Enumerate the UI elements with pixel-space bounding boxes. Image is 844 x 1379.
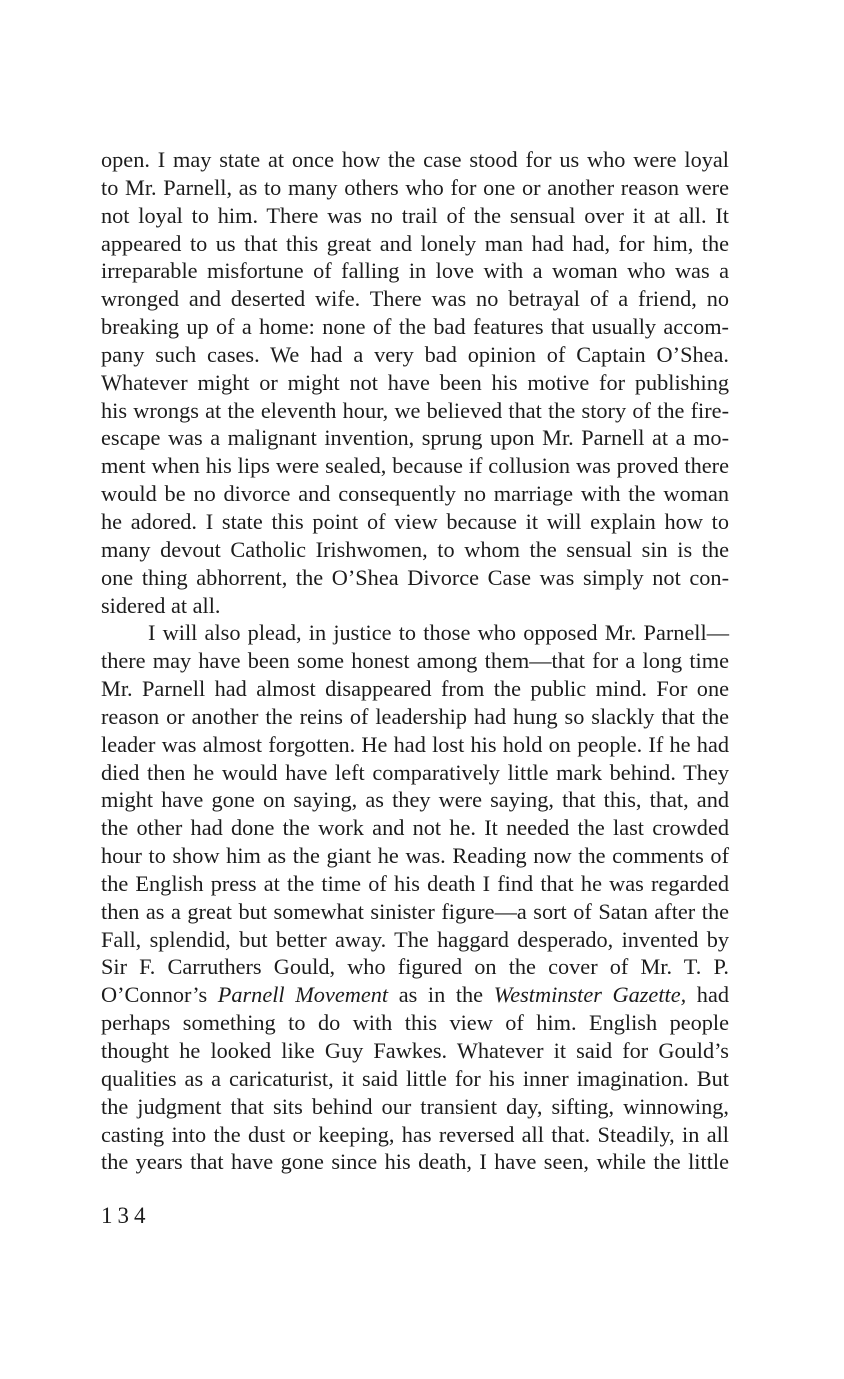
text-line: the English press at the time of his death I find that he was regarded (101, 870, 729, 896)
text-line: he adored. I state this point of view because it will explain how to (101, 508, 729, 534)
text-segment: had (686, 982, 729, 1008)
text-segment: O’Connor’s (101, 982, 218, 1008)
text-line: might have gone on saying, as they were saying, that this, that, and (101, 787, 729, 813)
text-line: his wrongs at the eleventh hour, we believed that the story of the fire- (101, 397, 729, 423)
paragraph (101, 619, 729, 1176)
text-line: ment when his lips were sealed, because if collusion was proved there (101, 453, 729, 479)
paragraph (101, 146, 729, 619)
text-line: would be no divorce and consequently no marriage with the woman (101, 481, 729, 507)
text-line: then as a great but somewhat sinister figure—a sort of Satan after the (101, 898, 729, 924)
text-line: hour to show him as the giant he was. Reading now the comments of (101, 843, 729, 869)
text-line: open. I may state at once how the case stood for us who were loyal (101, 147, 729, 172)
text-line: irreparable misfortune of falling in love with a woman who was a (101, 258, 729, 284)
italic-title: Parnell Movement (217, 982, 389, 1008)
text-line: thought he looked like Guy Fawkes. Whatever it said for Gould’s (101, 1038, 729, 1063)
text-line: the other had done the work and not he. It needed the last crowded (101, 815, 729, 841)
text-line: Whatever might or might not have been his motive for publishing (101, 369, 729, 395)
text-line: there may have been some honest among them—that for a long time (101, 648, 729, 674)
text-line: sidered at all. (101, 592, 221, 618)
text-line: casting into the dust or keeping, has reversed all that. Steadily, in all (101, 1121, 729, 1147)
text-line: breaking up of a home: none of the bad features that usually accom- (101, 314, 729, 340)
body-text (101, 146, 729, 1176)
text-line (101, 981, 729, 1009)
text-line: one thing abhorrent, the O’Shea Divorce Case was simply not con- (101, 564, 729, 590)
text-line: reason or another the reins of leadership had hung so slackly that the (101, 703, 729, 729)
text-line: perhaps something to do with this view of him. English people (101, 1010, 729, 1036)
text-line: appeared to us that this great and lonely man had had, for him, the (101, 230, 729, 256)
text-line: wronged and deserted wife. There was no betrayal of a friend, no (101, 286, 729, 312)
text-line: qualities as a caricaturist, it said little for his inner imagination. But (101, 1065, 729, 1091)
text-line: leader was almost forgotten. He had lost his hold on people. If he had (101, 731, 729, 757)
text-line: escape was a malignant invention, sprung upon Mr. Parnell at a mo- (101, 425, 729, 451)
text-line: many devout Catholic Irishwomen, to whom the sensual sin is the (101, 536, 729, 562)
text-line: not loyal to him. There was no trail of the sensual over it at all. It (101, 202, 729, 228)
text-segment: as in the (388, 982, 494, 1008)
text-line: died then he would have left comparatively little mark behind. They (101, 759, 729, 785)
text-line: the judgment that sits behind our transient day, sifting, winnowing, (101, 1093, 729, 1119)
text-line: pany such cases. We had a very bad opinion of Captain O’Shea. (101, 341, 729, 367)
text-line: Mr. Parnell had almost disappeared from the public mind. For one (101, 676, 729, 702)
italic-title: Westminster Gazette, (493, 982, 687, 1008)
text-line: Sir F. Carruthers Gould, who figured on the cover of Mr. T. P. (101, 954, 729, 980)
text-line: to Mr. Parnell, as to many others who for one or another reason were (101, 174, 729, 200)
text-line: the years that have gone since his death, I have seen, while the little (101, 1149, 729, 1175)
page-number: 134 (101, 1203, 151, 1228)
text-line: Fall, splendid, but better away. The haggard desperado, invented by (101, 926, 729, 952)
text-line: I will also plead, in justice to those who opposed Mr. Parnell— (148, 620, 729, 646)
